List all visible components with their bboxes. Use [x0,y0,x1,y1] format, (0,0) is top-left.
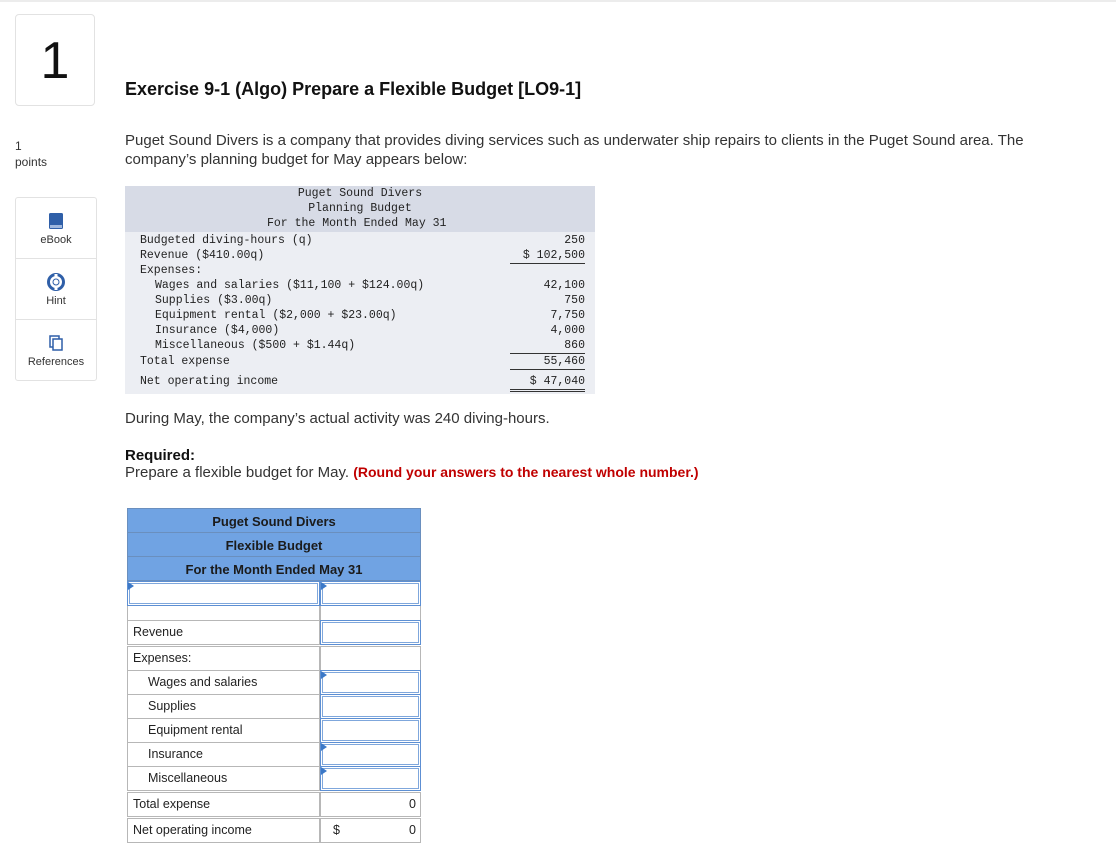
pb-row: Net operating income $ 47,040 [125,374,595,389]
points-info [15,138,47,170]
input-marker-icon [321,767,327,775]
fb-wages-row [127,670,421,695]
points-label: points [15,155,48,169]
fb-expenses-row [127,646,421,671]
pb-title: Planning Budget [308,202,412,215]
activity-label-input[interactable] [127,581,320,606]
question-number: 1 [15,14,95,106]
input-marker-icon [321,743,327,751]
fb-supplies-row [127,694,421,719]
flexible-budget-table [127,508,421,843]
fb-revenue-row [127,620,421,645]
rounding-note: (Round your answers to the nearest whole number.) [353,464,699,480]
instructions [125,464,699,481]
fb-company: Puget Sound Divers [127,508,421,533]
planning-budget-header [125,186,595,232]
currency-symbol: $ [333,823,340,837]
prepare-text: Prepare a flexible budget for May. [125,464,350,481]
total-expense-label: Total expense [127,792,320,817]
wages-label: Wages and salaries [127,670,320,695]
hint-label: Hint [46,295,66,307]
lifebuoy-icon [47,273,65,291]
pb-row: Total expense 55,460 [140,355,585,368]
planning-budget-table [125,186,595,394]
fb-period: For the Month Ended May 31 [127,556,421,581]
fb-equipment-row [127,718,421,743]
intro-text: Puget Sound Divers is a company that provides diving services such as underwater ship repairs to clients in the Puget Sound area. The company’s planning budget for May appears below: [125,132,1024,168]
pb-row: Budgeted diving-hours (q) 250 [140,234,585,247]
pb-row: Wages and salaries ($11,100 + $124.00q) 42,100 [155,279,585,292]
required-label: Required: [125,447,196,464]
points-value: 1 [15,139,22,153]
noi-value: $ 0 [320,818,421,843]
fb-title: Flexible Budget [127,532,421,557]
pb-company: Puget Sound Divers [297,187,423,200]
exercise-title: Exercise 9-1 (Algo) Prepare a Flexible Budget [LO9-1] [125,79,582,99]
references-label: References [27,356,85,368]
fb-insurance-row [127,742,421,767]
equipment-label: Equipment rental [127,718,320,743]
pb-period: For the Month Ended May 31 [267,217,447,230]
equipment-input[interactable] [320,718,421,743]
pb-row: Equipment rental ($2,000 + $23.00q) 7,750 [155,309,585,322]
input-marker-icon [321,582,327,590]
ebook-label: eBook [40,234,72,246]
input-marker-icon [321,671,327,679]
supplies-label: Supplies [127,694,320,719]
copy-icon [47,334,65,352]
noi-label: Net operating income [127,818,320,843]
fb-total-row [127,792,421,817]
hint-button[interactable] [16,259,96,320]
total-expense-value: 0 [320,792,421,817]
revenue-input[interactable] [320,620,421,645]
insurance-label: Insurance [127,742,320,767]
misc-label: Miscellaneous [127,766,320,791]
insurance-input[interactable] [320,742,421,767]
top-divider [0,0,1116,2]
pb-row: Supplies ($3.00q) 750 [155,294,585,307]
misc-input[interactable] [320,766,421,791]
pb-row: Expenses: [140,264,203,277]
supplies-input[interactable] [320,694,421,719]
dropdown-marker-icon [128,582,134,590]
fb-activity-row [127,581,421,606]
activity-value-input[interactable] [320,581,421,606]
fb-misc-row [127,766,421,791]
fb-noi-row [127,818,421,843]
pb-row: Miscellaneous ($500 + $1.44q) 860 [155,339,585,352]
resource-tools [15,197,97,381]
expenses-label: Expenses: [127,646,320,671]
pb-row: Revenue ($410.00q) $ 102,500 [140,249,585,262]
pb-row: Insurance ($4,000) 4,000 [155,324,585,337]
book-icon [47,212,65,230]
wages-input[interactable] [320,670,421,695]
actual-activity-text: During May, the company’s actual activity was 240 diving-hours. [125,410,550,427]
references-button[interactable] [16,320,96,381]
revenue-label: Revenue [127,620,320,645]
ebook-button[interactable] [16,198,96,259]
